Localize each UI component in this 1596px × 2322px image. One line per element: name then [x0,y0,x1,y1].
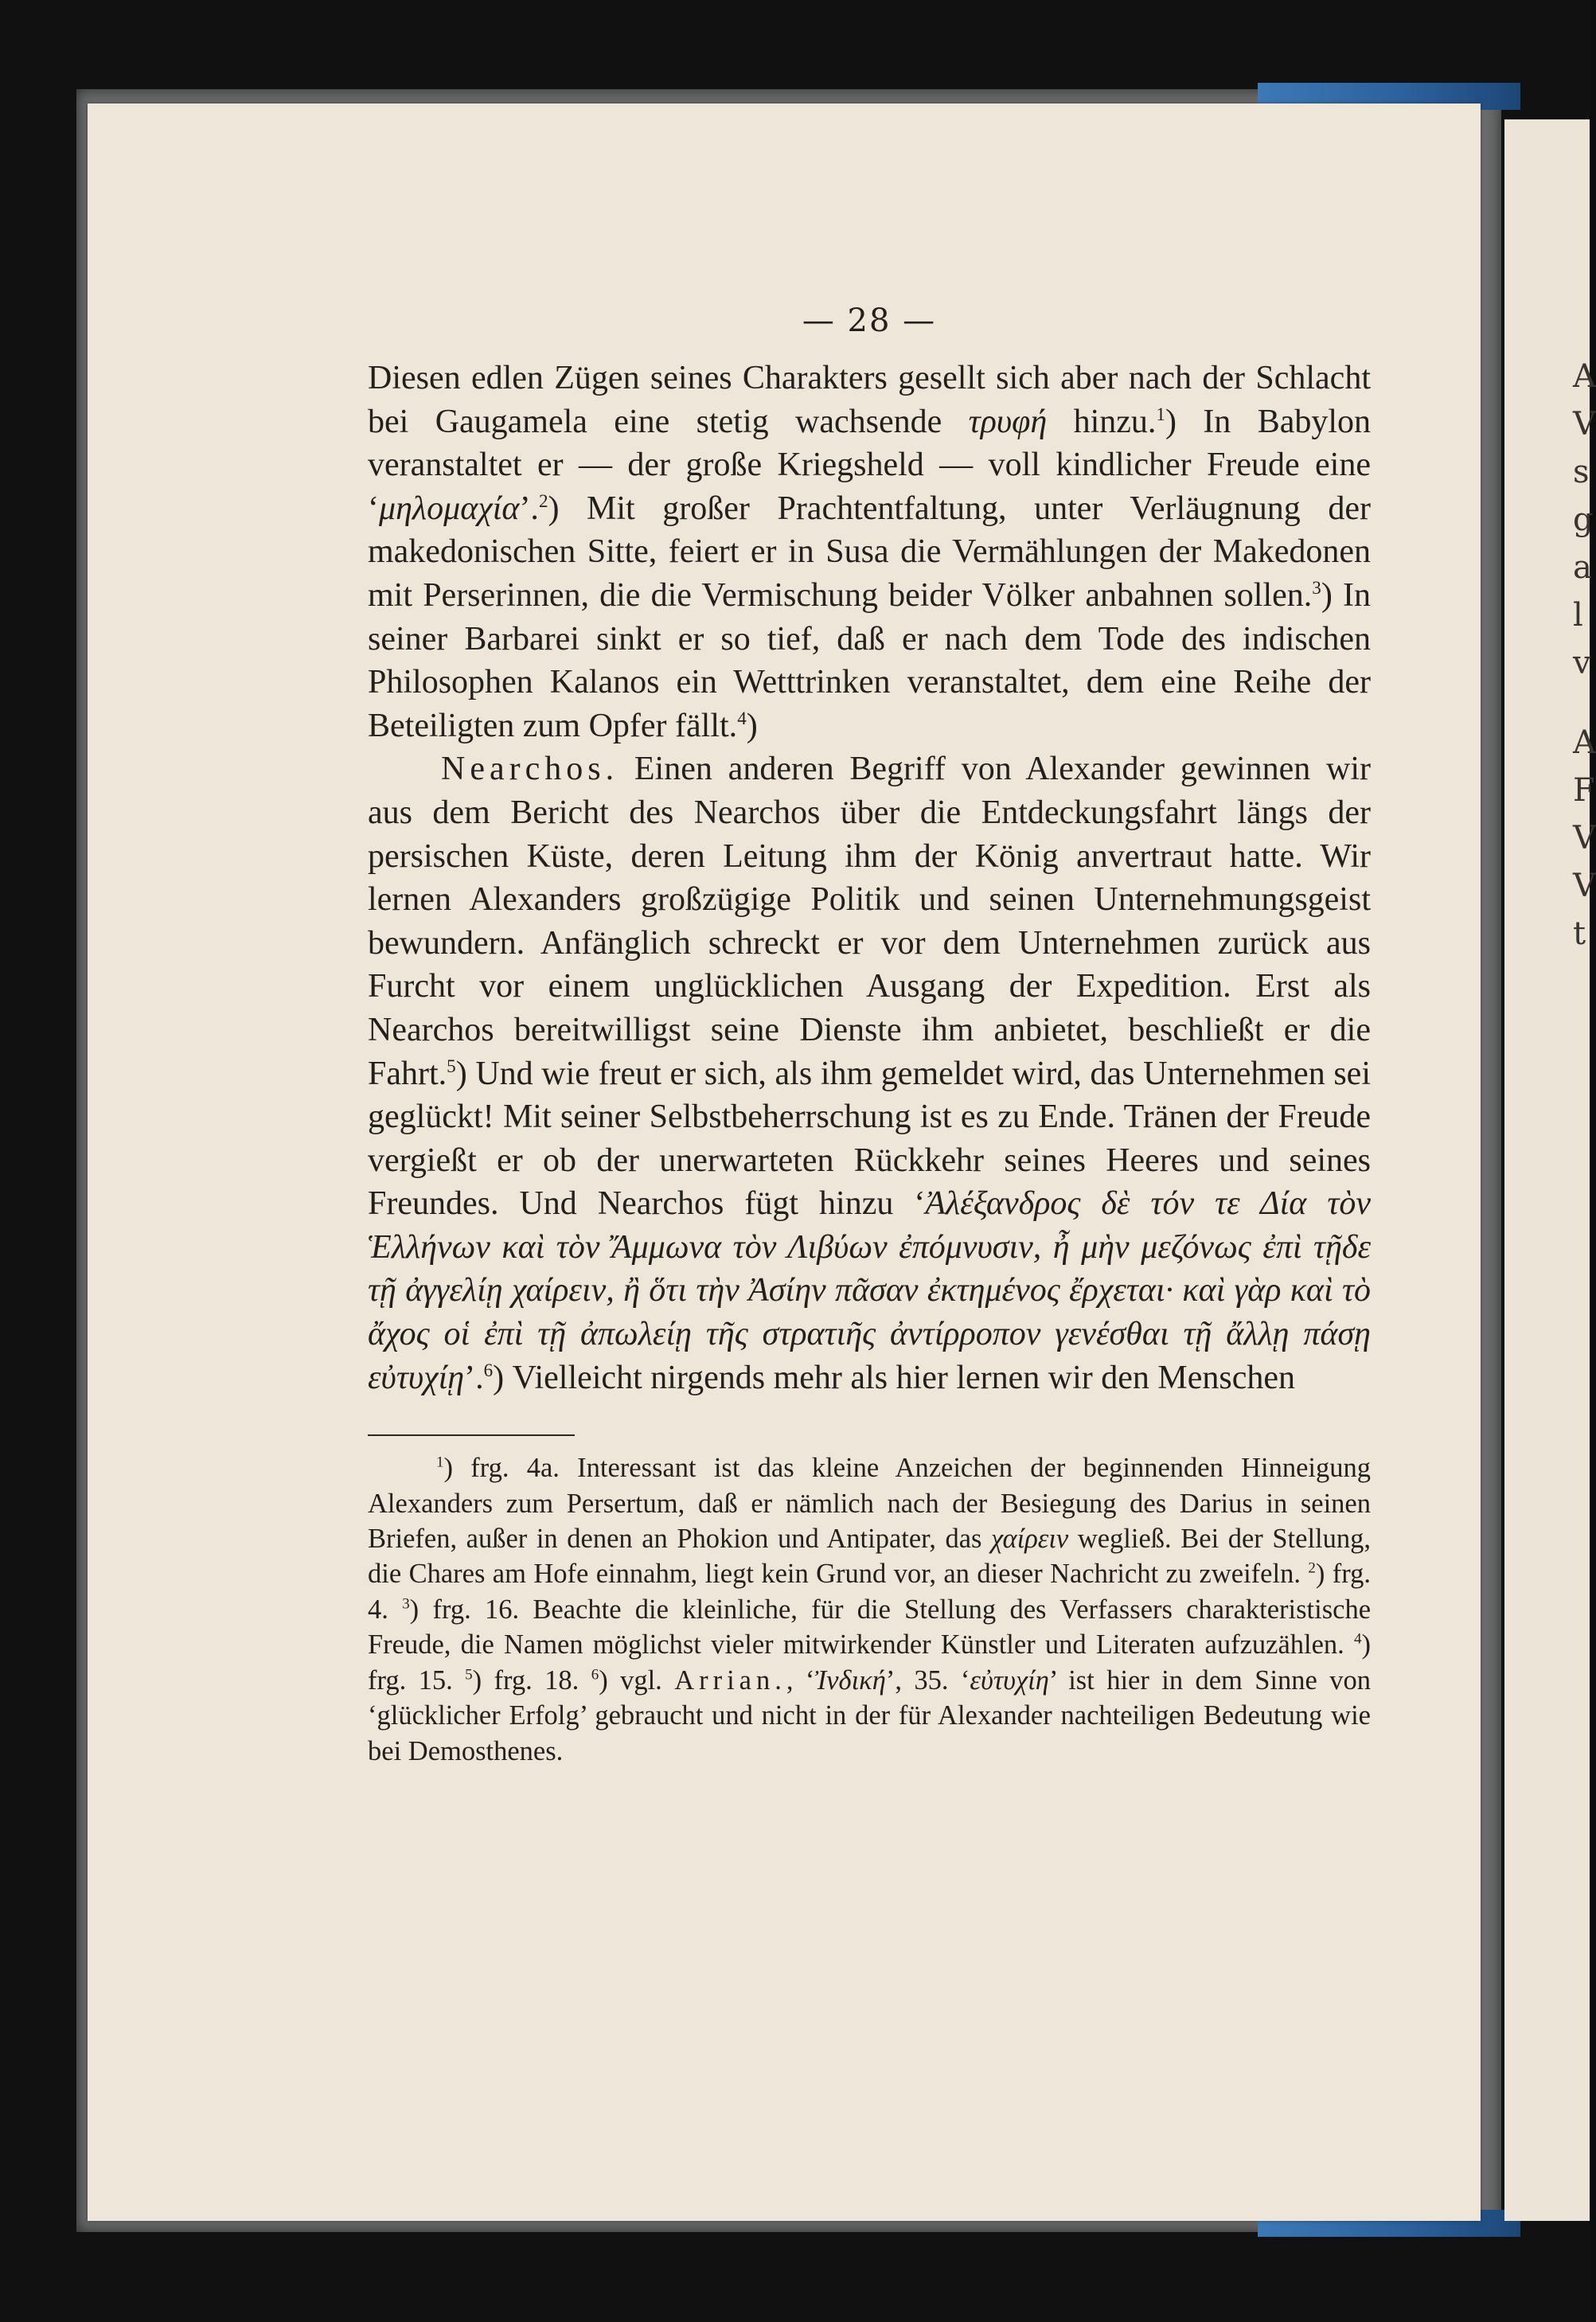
main-text [368,357,1371,1399]
greek-word: μηλομαχία [379,490,520,527]
facing-fragment: s [1573,454,1590,490]
footnote-ref: 2 [538,490,548,511]
footnote-ref: 3 [1312,576,1321,598]
paragraph-2: Nearchos. Einen anderen Begriff von Alexander gewinnen wir aus dem Bericht des Nearchos über die Entdeckungsfahrt längs der persischen Küste, deren Leitung ihm der König anvertraut hatte. Wir lernen Alexanders großzügige Politik und seinen Unternehmungsgeist bewundern. Anfänglich schreckt er vor dem Unternehmen zurück aus Furcht vor einem unglücklichen Ausgang der Expedition. Erst als Nearchos bereitwilligst seine Dienste ihm anbietet, beschließt er die Fahrt.$^5$) Und wie freut er sich, als ihm gemeldet wird, das Unternehmen sei geglückt! Mit seiner Selbstbeherrschung ist es zu Ende. Tränen der Freude vergießt er ob der unerwarteten Rückkehr seines Heeres und seines Freundes. Und Nearchos fügt hinzu ‘Ἀλέξανδρος δὲ τόν τε Δία τὸν Ἑλλήνων καὶ τὸν Ἄμμωνα τὸν Λιβύων ἐπόμνυσιν, ἦ μὴν μεζόνως ἐπὶ τῇδε τῇ ἀγγελίῃ χαίρειν, ἢ ὅτι τὴν Ἀσίην πᾶσαν ἐκτημένος ἔρχεται· καὶ γὰρ καὶ τὸ ἄχος οἱ ἐπὶ τῇ ἀπωλείῃ τῆς στρατιῆς ἀντίρροπον γενέσθαι τῇ ἄλλῃ πάσῃ εὐτυχίῃ’.$^6$) Vielleicht nirgends mehr als hier lernen wir den Menschen [368,751,1372,1396]
facing-page-edge [1504,119,1596,2221]
footnote-ref: 1 [1156,403,1165,424]
footnote-mark: 2 [1308,1559,1316,1577]
facing-fragment: F [1573,772,1595,809]
facing-fragment: A [1573,724,1596,761]
page-content [368,302,1371,1769]
footnote-mark: 5 [465,1666,473,1684]
footnote-mark: 3 [402,1595,410,1613]
greek-word: τρυφή [968,403,1048,440]
facing-fragment: A [1573,358,1596,395]
footnote-mark: 4 [1354,1630,1362,1648]
greek-quotation: Ἀλέξανδρος δὲ τόν τε Δία τὸν Ἑλλήνων καὶ τὸν Ἄμμωνα τὸν Λιβύων ἐπόμνυσιν, ἦ μὴν μεζόνως ἐπὶ τῇδε τῇ ἀγγελίῃ χαίρειν, ἢ ὅτι τὴν Ἀσίην πᾶσαν ἐκτημένος ἔρχεται· καὶ γὰρ καὶ τὸ ἄχος οἱ ἐπὶ τῇ ἀπωλείῃ τῆς στρατιῆς ἀντίρροπον γενέσθαι τῇ ἄλλῃ πάσῃ εὐτυχίῃ [368,1185,1372,1396]
section-heading: Nearchos. [441,751,619,788]
footnote-ref: 6 [483,1359,494,1380]
facing-fragment: l [1573,597,1583,634]
footnote-mark: 1 [436,1454,444,1471]
author-name: Arrian. [674,1664,786,1696]
facing-fragment: V [1573,820,1596,857]
greek-word: χαίρειν [991,1524,1069,1555]
footnote-ref: 5 [447,1055,456,1076]
footnote-mark: 6 [591,1666,599,1684]
facing-fragment: a [1573,549,1592,586]
page-number: — 28 — [802,302,937,339]
facing-fragment: V [1573,406,1596,443]
footnote-ref: 4 [737,707,747,728]
facing-fragment: V [1573,868,1596,904]
footnotes: $^1$) frg. 4a. Interessant ist das kleine Anzeichen der beginnenden Hinneigung Alexanders zum Persertum, daß er nämlich nach der Besiegung des Darius in seinen Briefen, außer in denen an Phokion und Antipater, das χαίρειν wegließ. Bei der Stellung, die Chares am Hofe einnahm, liegt kein Grund vor, an dieser Nachricht zu zweifeln. $^2$) frg. 4. $^3$) frg. 16. Beachte die kleinliche, für die Stellung des Verfassers charakteristische Freude, die Namen möglichst vieler mitwirkender Künstler und Literaten aufzuzählen. $^4$) frg. 15. $^5$) frg. 18. $^6$) vgl. Arrian., ‘Ἰνδική’, 35. ‘εὐτυχίη’ ist hier in dem Sinne von ‘glücklicher Erfolg’ gebraucht und nicht in der für Alexander nachteiligen Bedeutung wie bei Demosthenes. [368,1453,1372,1766]
facing-fragment: v [1573,645,1591,681]
facing-fragment: g [1573,501,1594,538]
greek-word: εὐτυχίη [970,1664,1049,1696]
paragraph-1: Diesen edlen Zügen seines Charakters gesellt sich aber nach der Schlacht bei Gaugamela eine stetig wachsende τρυφή hinzu.$^1$) In Babylon veranstaltet er — der große Kriegsheld — voll kindlicher Freude eine ‘μηλομαχία’.$^2$) Mit großer Prachtentfaltung, unter Verläugnung der makedonischen Sitte, feiert er in Susa die Vermählungen der Makedonen mit Perserinnen, die die Vermischung beider Völker anbahnen sollen.$^3$) In seiner Barbarei sinkt er so tief, daß er nach dem Tode des indischen Philosophen Kalanos ein Wetttrinken veranstaltet, dem eine Reihe der Beteiligten zum Opfer fällt.$^4$) [368,360,1372,744]
facing-fragment: t [1573,915,1586,952]
greek-word: Ἰνδική [814,1664,886,1696]
footnote-divider [368,1434,575,1436]
